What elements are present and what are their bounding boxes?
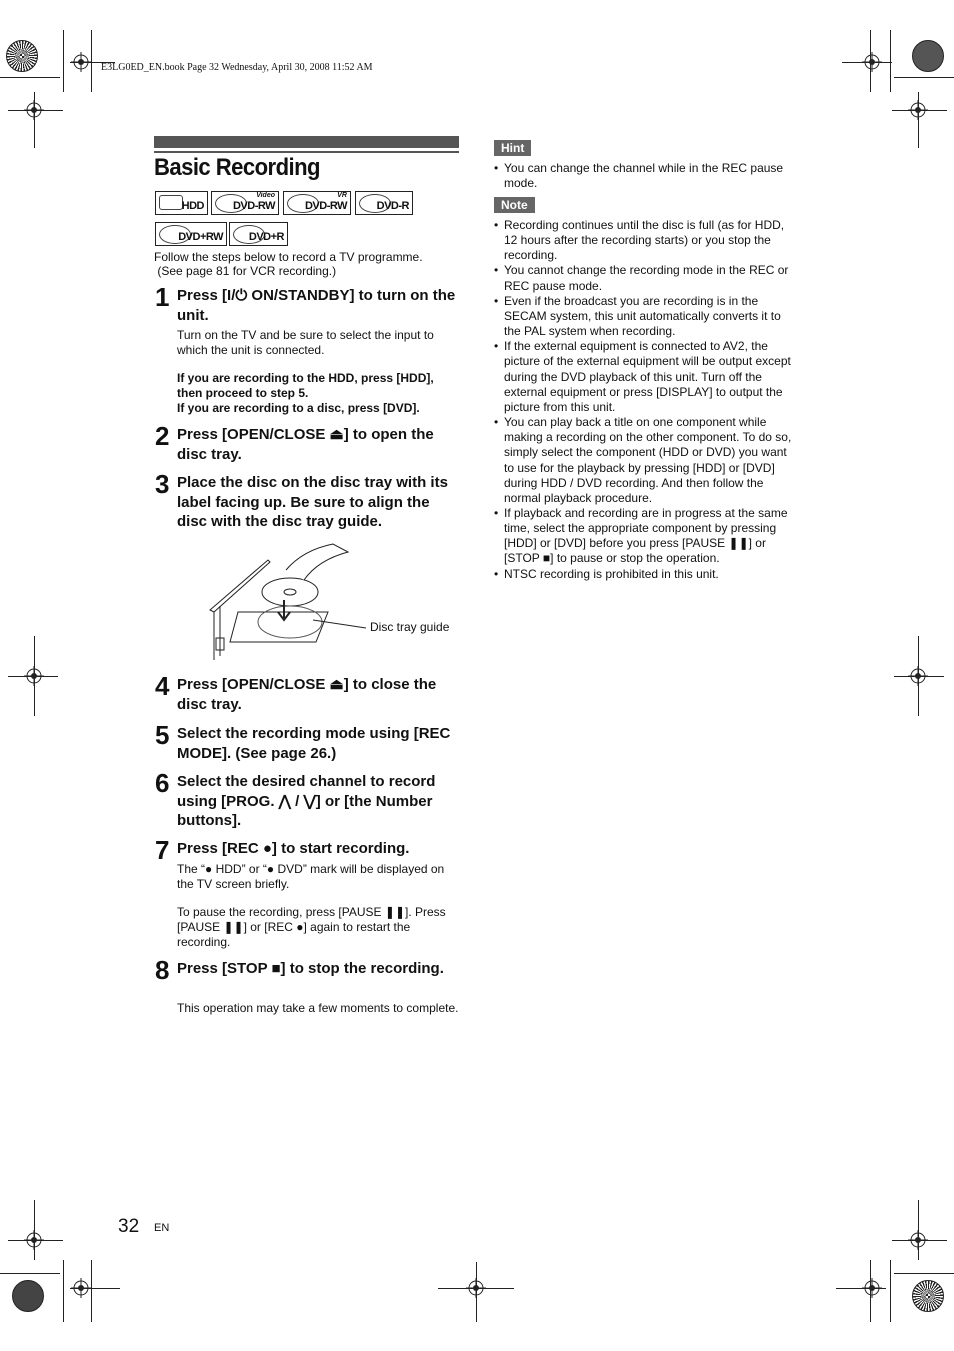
step-number: 2 bbox=[155, 421, 170, 451]
illustration-caption: Disc tray guide bbox=[370, 620, 450, 634]
list-item: • Recording continues until the disc is full (as for HDD, 12 hours after the recording starts) or you stop the recording. bbox=[494, 218, 798, 263]
step-number: 4 bbox=[155, 671, 170, 701]
list-item: • You can change the channel while in the REC pause mode. bbox=[494, 161, 798, 191]
file-header: E3LG0ED_EN.book Page 32 Wednesday, April 30, 2008 11:52 AM bbox=[101, 62, 373, 73]
step-heading: Press [OPEN/CLOSE ⏏] to open the disc tray. bbox=[177, 426, 434, 463]
step-heading: Place the disc on the disc tray with its label facing up. Be sure to align the disc with the disc tray guide. bbox=[177, 474, 448, 530]
color-registration-icon bbox=[6, 40, 38, 72]
step-heading: Press [STOP ■] to stop the recording. bbox=[177, 960, 444, 977]
list-item: • If playback and recording are in progress at the same time, select the appropriate component by pressing [HDD] or [DVD] before you press [PAUSE ❚❚] or [STOP ■] to pause or stop the operation. bbox=[494, 506, 798, 567]
registration-target-icon bbox=[24, 1230, 44, 1250]
media-badge-dvd-plus-rw: DVD+RW bbox=[155, 222, 227, 246]
list-item: • NTSC recording is prohibited in this unit. bbox=[494, 567, 798, 582]
note-label: Note bbox=[494, 197, 535, 213]
step-heading: Select the desired channel to record using [PROG. ⋀ / ⋁] or [the Number buttons]. bbox=[177, 773, 436, 829]
step-body: The “● HDD” or “● DVD” mark will be displayed on the TV screen briefly. bbox=[177, 862, 445, 891]
registration-target-icon bbox=[71, 1278, 91, 1298]
list-item: • If the external equipment is connected to AV2, the picture of the external equipment will be output except during the DVD playback of this unit. Turn off the external equipment or press [DISPLAY] to output the picture from this unit. bbox=[494, 339, 798, 415]
media-badge-dvd-rw-video: Video DVD-RW bbox=[211, 191, 279, 215]
color-registration-icon bbox=[912, 40, 944, 72]
step-number: 3 bbox=[155, 469, 170, 499]
page-number: 32 bbox=[118, 1216, 140, 1237]
step-body: This operation may take a few moments to complete. bbox=[177, 1001, 459, 1015]
step-heading: Press [REC ●] to start recording. bbox=[177, 840, 410, 857]
registration-target-icon bbox=[908, 666, 928, 686]
page-title: Basic Recording bbox=[154, 154, 320, 181]
step-note: If you are recording to the HDD, press [HDD], then proceed to step 5. If you are recording to a disc, press [DVD]. bbox=[177, 371, 434, 415]
step-heading: Press [OPEN/CLOSE ⏏] to close the disc tray. bbox=[177, 676, 437, 713]
registration-target-icon bbox=[24, 100, 44, 120]
hint-label: Hint bbox=[494, 140, 531, 156]
title-bar bbox=[154, 136, 459, 148]
list-item: • You can play back a title on one component while making a recording on the other component. To do so, simply select the component (HDD or DVD) you want to use for the playback by pressing [HDD] or [DVD] during HDD / DVD recording. And then follow the normal playback procedure. bbox=[494, 415, 798, 506]
media-badge-dvd-r: DVD-R bbox=[355, 191, 413, 215]
step-heading: Select the recording mode using [REC MODE]. (See page 26.) bbox=[177, 725, 451, 762]
registration-target-icon bbox=[908, 1230, 928, 1250]
color-registration-icon bbox=[12, 1280, 44, 1312]
step-number: 5 bbox=[155, 720, 170, 750]
step-heading: Press [I/⏻ ON/STANDBY] to turn on the unit. bbox=[177, 287, 456, 324]
list-item: • Even if the broadcast you are recording is in the SECAM system, this unit automatically converts it to the PAL system when recording. bbox=[494, 294, 798, 339]
step-body: Turn on the TV and be sure to select the input to which the unit is connected. bbox=[177, 328, 434, 357]
note-list bbox=[494, 218, 798, 582]
disc-icon bbox=[159, 195, 183, 210]
intro-text: Follow the steps below to record a TV programme. (See page 81 for VCR recording.) bbox=[154, 250, 423, 278]
registration-target-icon bbox=[466, 1278, 486, 1298]
step-number: 8 bbox=[155, 955, 170, 985]
step-note: To pause the recording, press [PAUSE ❚❚]. Press [PAUSE ❚❚] or [REC ●] again to restart the recording. bbox=[177, 905, 446, 949]
disc-tray-illustration bbox=[208, 540, 368, 670]
media-badge-dvd-plus-r: DVD+R bbox=[229, 222, 288, 246]
step-number: 6 bbox=[155, 768, 170, 798]
registration-target-icon bbox=[908, 100, 928, 120]
list-item: • You cannot change the recording mode in the REC or REC pause mode. bbox=[494, 263, 798, 293]
title-rule bbox=[154, 151, 459, 153]
color-registration-icon bbox=[912, 1280, 944, 1312]
registration-target-icon bbox=[862, 52, 882, 72]
page-language: EN bbox=[154, 1222, 170, 1234]
registration-target-icon bbox=[24, 666, 44, 686]
registration-target-icon bbox=[862, 1278, 882, 1298]
registration-target-icon bbox=[71, 52, 91, 72]
step-number: 7 bbox=[155, 835, 170, 865]
hint-list bbox=[494, 161, 798, 191]
step-number: 1 bbox=[155, 282, 170, 312]
media-badge-dvd-rw-vr: VR DVD-RW bbox=[283, 191, 351, 215]
media-badge-hdd: HDD bbox=[155, 191, 208, 215]
